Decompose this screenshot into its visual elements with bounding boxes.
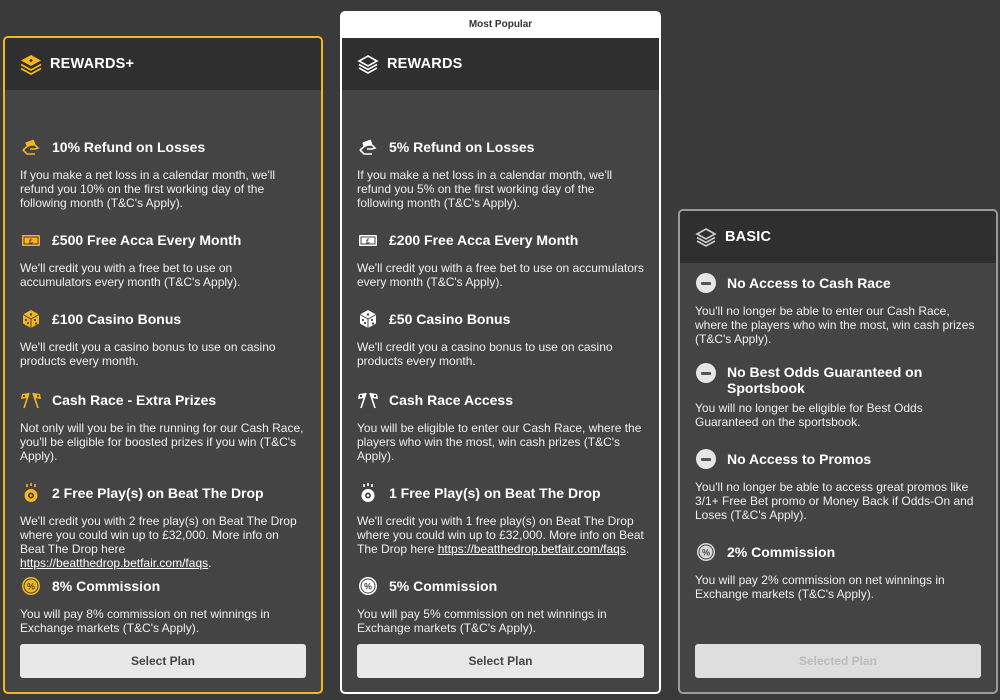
select-plan-button[interactable]: Select Plan <box>357 644 644 678</box>
layers-plus-icon <box>20 53 42 75</box>
feature-title: No Access to Cash Race <box>727 275 891 291</box>
beat-the-drop-icon <box>357 482 379 504</box>
feature-title: 8% Commission <box>52 578 161 594</box>
feature-item <box>5 229 321 289</box>
plan-card-rewards[interactable] <box>340 36 661 694</box>
feature-description: We'll credit you with 2 free play(s) on Beat The Drop where you could win up to £32,000. More info on Beat The Drop here https://beatthedrop.betfair.com/faqs. <box>20 514 297 570</box>
feature-item <box>5 575 321 635</box>
feature-title: Cash Race - Extra Prizes <box>52 392 217 408</box>
feature-item <box>342 482 659 556</box>
no-access-icon <box>695 448 717 470</box>
feature-title: 5% Commission <box>389 578 498 594</box>
feature-description: We'll credit you a casino bonus to use on casino products every month. <box>357 340 613 368</box>
feature-description: We'll credit you with a free bet to use on accumulators every month (T&C's Apply). <box>20 261 241 289</box>
feature-description: We'll credit you with 1 free play(s) on Beat The Drop where you could win up to £32,000. More info on Beat The Drop here https://beatthedrop.betfair.com/faqs. <box>357 514 644 556</box>
feature-title: £200 Free Acca Every Month <box>389 232 579 248</box>
feature-item <box>680 541 996 601</box>
feature-title: 2% Commission <box>727 544 836 560</box>
feature-description: You'll no longer be able to enter our Cash Race, where the players who win the most, win cash prizes (T&C's Apply). <box>695 304 975 346</box>
dice-icon <box>20 308 42 330</box>
feature-title: £100 Casino Bonus <box>52 311 182 327</box>
beat-the-drop-icon <box>20 482 42 504</box>
plan-title: REWARDS+ <box>50 56 135 72</box>
checkered-flags-icon <box>357 389 379 411</box>
refund-icon <box>357 136 379 158</box>
feature-description: If you make a net loss in a calendar month, we'll refund you 10% on the first working day of the following month (T&C's Apply). <box>20 168 276 210</box>
most-popular-badge: Most Popular <box>340 11 661 38</box>
layers-icon <box>695 226 717 248</box>
free-acca-icon <box>357 229 379 251</box>
feature-description: You will no longer be eligible for Best Odds Guaranteed on the sportsbook. <box>695 401 923 429</box>
layers-icon <box>357 53 379 75</box>
feature-item <box>680 362 996 429</box>
feature-title: £500 Free Acca Every Month <box>52 232 242 248</box>
selected-plan-button[interactable]: Selected Plan <box>695 644 981 678</box>
percent-icon <box>695 541 717 563</box>
percent-icon <box>357 575 379 597</box>
plan-header <box>342 38 659 90</box>
plan-card-rewards-plus[interactable] <box>3 36 323 694</box>
beat-the-drop-faq-link[interactable]: https://beatthedrop.betfair.com/faqs <box>20 556 209 570</box>
plan-title: BASIC <box>725 229 772 245</box>
svg-text:£: £ <box>366 238 370 246</box>
free-acca-icon <box>20 229 42 251</box>
feature-item <box>342 136 659 210</box>
no-access-icon <box>695 272 717 294</box>
feature-description: You will pay 8% commission on net winnings in Exchange markets (T&C's Apply). <box>20 607 270 635</box>
feature-description: If you make a net loss in a calendar month, we'll refund you 5% on the first working day of the following month (T&C's Apply). <box>357 168 613 210</box>
feature-title: £50 Casino Bonus <box>389 311 511 327</box>
plan-card-basic[interactable] <box>678 209 998 694</box>
feature-item <box>342 389 659 463</box>
feature-item <box>5 136 321 210</box>
svg-text:%: % <box>363 581 373 592</box>
feature-description: You will pay 5% commission on net winnings in Exchange markets (T&C's Apply). <box>357 607 607 635</box>
feature-item <box>5 389 321 463</box>
feature-item <box>5 308 321 368</box>
feature-item <box>5 482 321 570</box>
feature-title: Cash Race Access <box>389 392 514 408</box>
plan-title: REWARDS <box>387 56 463 72</box>
feature-item <box>342 575 659 635</box>
feature-description: You will be eligible to enter our Cash Race, where the players who win the most, win cash prizes (T&C's Apply). <box>357 421 642 463</box>
plan-header <box>680 211 996 263</box>
refund-icon <box>20 136 42 158</box>
svg-text:%: % <box>26 581 36 592</box>
feature-description: You'll no longer be able to access great promos like 3/1+ Free Bet promo or Money Back if Odds-On and Loses (T&C's Apply). <box>695 480 974 522</box>
feature-item <box>680 272 996 346</box>
feature-title: No Best Odds Guaranteed on Sportsbook <box>727 364 923 396</box>
percent-icon <box>20 575 42 597</box>
dice-icon <box>357 308 379 330</box>
feature-item <box>342 229 659 289</box>
feature-description: Not only will you be in the running for our Cash Race, you'll be eligible for boosted prizes if you win (T&C's Apply). <box>20 421 304 463</box>
checkered-flags-icon <box>20 389 42 411</box>
feature-title: 2 Free Play(s) on Beat The Drop <box>52 485 264 501</box>
feature-title: 10% Refund on Losses <box>52 139 206 155</box>
svg-text:%: % <box>701 547 711 558</box>
feature-item <box>680 448 996 522</box>
feature-description: You will pay 2% commission on net winnings in Exchange markets (T&C's Apply). <box>695 573 945 601</box>
select-plan-button[interactable]: Select Plan <box>20 644 306 678</box>
feature-title: 5% Refund on Losses <box>389 139 535 155</box>
feature-title: 1 Free Play(s) on Beat The Drop <box>389 485 601 501</box>
feature-item <box>342 308 659 368</box>
plan-header <box>5 38 321 90</box>
svg-text:£: £ <box>29 238 33 246</box>
feature-description: We'll credit you a casino bonus to use on casino products every month. <box>20 340 276 368</box>
beat-the-drop-faq-link[interactable]: https://beatthedrop.betfair.com/faqs <box>437 542 626 556</box>
no-access-icon <box>695 362 717 384</box>
feature-description: We'll credit you with a free bet to use on accumulators every month (T&C's Apply). <box>357 261 644 289</box>
feature-title: No Access to Promos <box>727 451 872 467</box>
